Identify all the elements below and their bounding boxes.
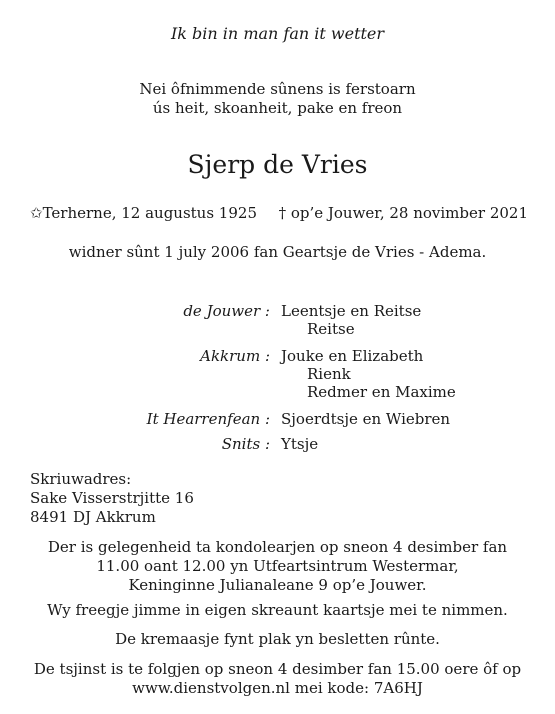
family-name: Jouke en Elizabeth: [281, 347, 424, 365]
family-place: Snits :: [221, 435, 270, 453]
family-name: Leentsje en Reitse: [281, 302, 422, 320]
family-name: Redmer en Maxime: [307, 383, 456, 401]
widower-note: widner sûnt 1 july 2006 fan Geartsje de Vries - Adema.: [68, 243, 487, 261]
address-line: 8491 DJ Akkrum: [30, 508, 156, 526]
family-names: [281, 302, 421, 338]
intro-line: ús heit, skoanheit, pake en freon: [152, 99, 403, 117]
family-name: Rienk: [307, 365, 351, 383]
family-names: [281, 347, 456, 401]
intro-line: Nei ôfnimmende sûnens is ferstoarn: [139, 80, 416, 98]
cremation-note: De kremaasje fynt plak yn besletten rûnte.: [115, 630, 440, 648]
cards-note: Wy freegje jimme in eigen skreaunt kaartsje mei te nimmen.: [47, 601, 508, 619]
family-place: It Hearrenfean :: [146, 410, 270, 428]
deceased-name: Sjerp de Vries: [187, 150, 368, 179]
condolence-info: [0, 538, 555, 595]
family-name: Sjoerdtsje en Wiebren: [281, 410, 451, 428]
condolence-line: Keninginne Julianaleane 9 op’e Jouwer.: [128, 576, 427, 594]
family-names: [281, 435, 318, 453]
address-line: Skriuwadres:: [30, 470, 132, 488]
family-names: [281, 410, 450, 428]
motto: Ik bin in man fan it wetter: [170, 24, 385, 43]
condolence-line: 11.00 oant 12.00 yn Utfeartsintrum Westermar,: [96, 557, 459, 575]
service-line: www.dienstvolgen.nl mei kode: 7A6HJ: [132, 679, 423, 697]
death-info: † op’e Jouwer, 28 novimber 2021: [278, 204, 528, 222]
service-line: De tsjinst is te folgjen op sneon 4 desimber fan 15.00 oere ôf op: [33, 660, 522, 678]
family-name: Ytsje: [281, 435, 319, 453]
condolence-line: Der is gelegenheid ta kondolearjen op sneon 4 desimber fan: [47, 538, 508, 556]
intro-text: [0, 80, 555, 118]
family-place: de Jouwer :: [183, 302, 270, 320]
address-line: Sake Visserstrjitte 16: [30, 489, 194, 507]
family-place: Akkrum :: [200, 347, 270, 365]
service-info: [0, 660, 555, 698]
family-name: Reitse: [307, 320, 355, 338]
birth-info: ✩Terherne, 12 augustus 1925: [30, 204, 257, 222]
correspondence-address: [30, 470, 194, 527]
